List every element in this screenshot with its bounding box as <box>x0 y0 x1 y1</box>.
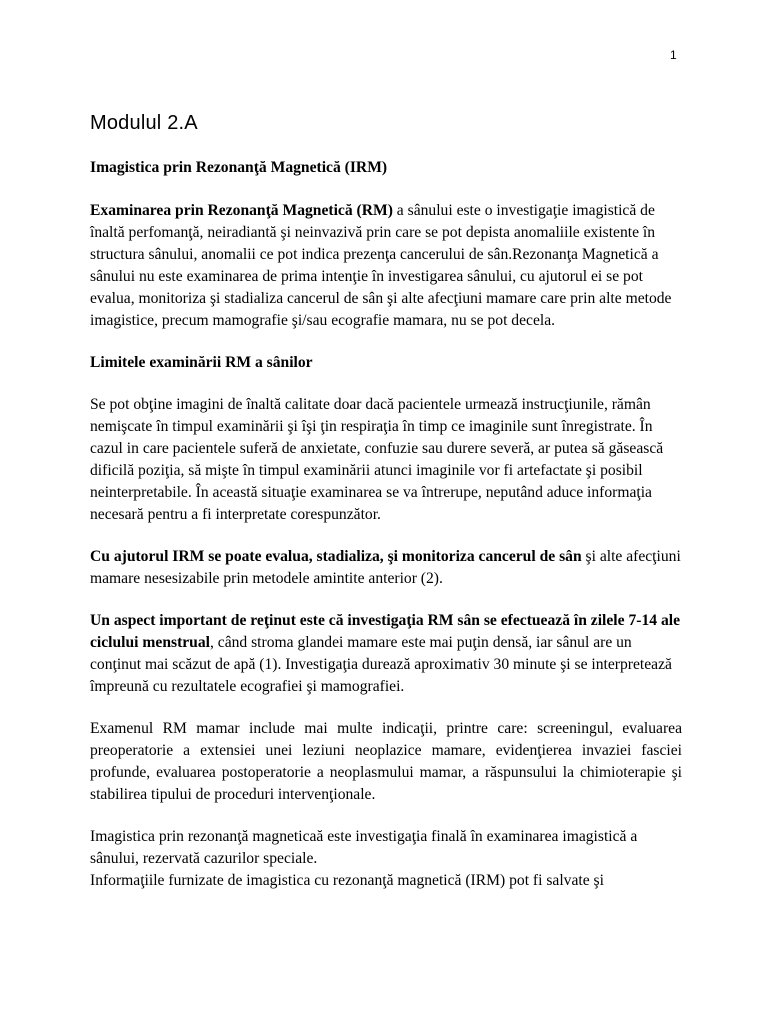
paragraph-rm-intro <box>90 200 682 332</box>
bold-phrase: Examinarea prin Rezonanţă Magnetică <box>90 202 353 219</box>
document-body <box>90 157 682 892</box>
paragraph-final-investigation: Imagistica prin rezonanţă magneticaă este investigaţia finală în examinarea imagistică a sânului, rezervată cazurilor speciale. <box>90 828 638 867</box>
page-number: 1 <box>670 48 677 62</box>
bold-abbreviation: (RM) <box>356 202 393 219</box>
module-title: Modulul 2.A <box>90 112 198 134</box>
bold-phrase: Cu ajutorul IRM se poate evalua, stadializa, şi monitoriza cancerul de sân <box>90 548 582 565</box>
paragraph-irm-information: Informaţiile furnizate de imagistica cu rezonanţă magnetică (IRM) pot fi salvate şi <box>90 872 604 889</box>
paragraph-text: a sânului este o investigaţie imagistică de înaltă perfomanţă, neiradiantă şi neinvazivă prin care se pot depista anomaliile existente în structura sânului, anomalii ce pot indica prezenţa cancerului de sân.Rezonanţa Magnetică a sânului nu este examinarea de prima intenţie în investigarea sânului, cu ajutorul ei se pot evalua, monitoriza şi stadializa cancerul de sân şi alte afecţiuni mamare care prin alte metode imagistice, precum mamografie şi/sau ecografie mamara, nu se pot decela. <box>90 202 672 329</box>
paragraph-indications: Examenul RM mamar include mai multe indicaţii, printre care: screeningul, evaluarea preoperatorie a extensiei unei leziuni neoplazice mamare, evidenţierea invaziei fasciei profunde, evaluarea postoperatorie a neoplasmului mamar, a răspunsului la chimioterapie şi stabilirea tipului de proceduri intervenţionale. <box>90 720 682 803</box>
paragraph-text: şi alte afecţiuni mamare nesesizabile prin metodele amintite anterior (2). <box>90 548 681 587</box>
bold-phrase: Un aspect important de reţinut este că investigaţia RM sân se efectuează în zilele 7-14 ale ciclului menstrual <box>90 612 680 651</box>
section-heading-irm: Imagistica prin Rezonanţă Magnetică (IRM) <box>90 159 388 176</box>
paragraph-irm-evaluation <box>90 546 682 590</box>
paragraph-limits: Se pot obţine imagini de înaltă calitate doar dacă pacientele urmează instrucţiunile, rămân nemişcate în timpul examinării şi îşi ţin respiraţia în timp ce imaginile sunt înregistrate. În cazul in care pacientele suferă de anxietate, confuzie sau durere severă, ar putea să găsească dificilă poziţia, să mişte în timpul examinării atunci imaginile vor fi artefactate şi posibil neinterpretabile. În această situaţie examinarea se va întrerupe, neputând aduce informaţia necesară pentru a fi interpretate corespunzător. <box>90 396 664 523</box>
paragraph-text: , când stroma glandei mamare este mai puţin densă, iar sânul are un conţinut mai scăzut de apă (1). Investigaţia durează aproximativ 30 minute şi se interpretează împreună cu rezultatele ecografiei şi mamografiei. <box>90 634 672 695</box>
paragraph-menstrual-cycle <box>90 610 682 698</box>
section-heading-limits: Limitele examinării RM a sânilor <box>90 354 313 371</box>
